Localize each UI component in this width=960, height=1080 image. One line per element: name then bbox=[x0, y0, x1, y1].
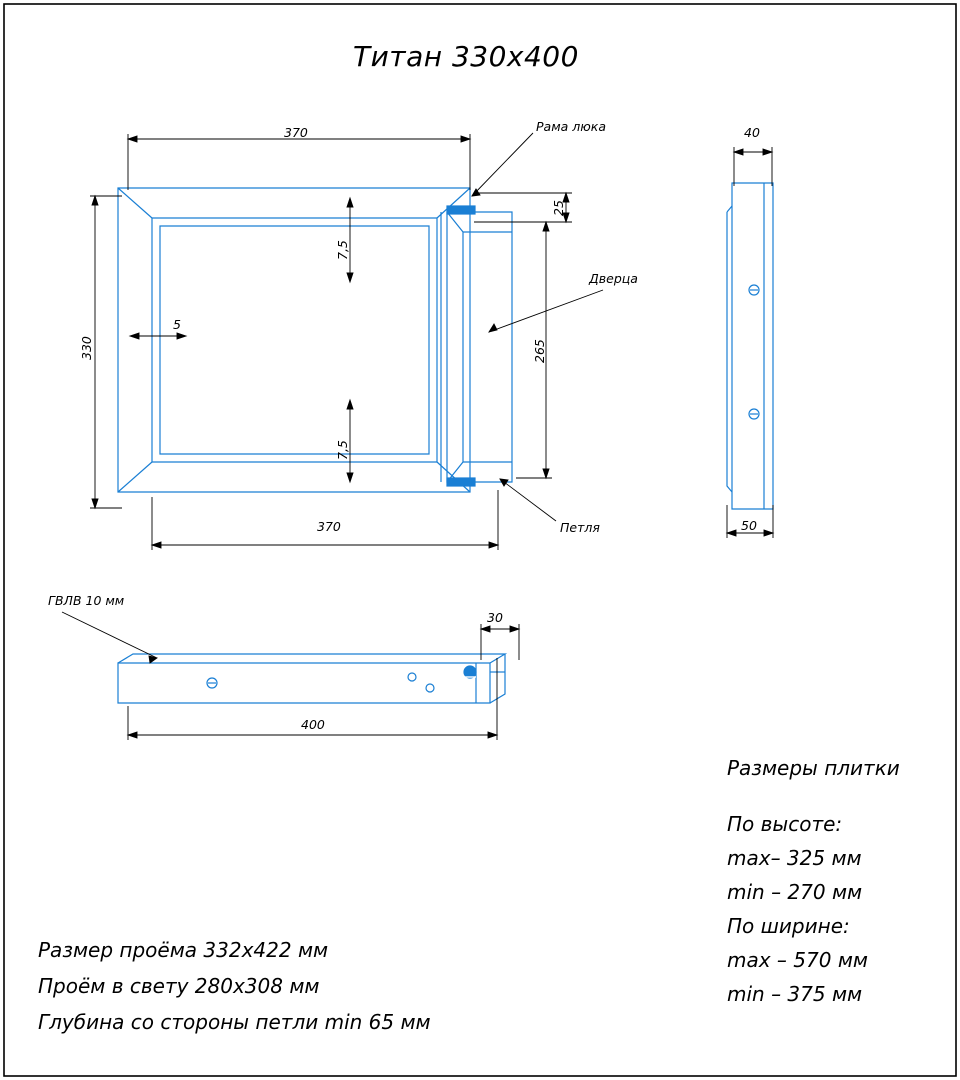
dim-front-height: 330 bbox=[79, 336, 94, 360]
front-view-dimensions bbox=[90, 133, 603, 550]
side-view-dimensions bbox=[727, 147, 773, 538]
dim-door-height: 265 bbox=[532, 339, 547, 363]
tile-height-max: max– 325 мм bbox=[727, 846, 862, 870]
dim-inner-offset: 5 bbox=[173, 317, 181, 332]
dim-section-length: 400 bbox=[301, 717, 325, 732]
dim-side-bottom-depth: 50 bbox=[741, 518, 757, 533]
dim-side-top-depth: 40 bbox=[744, 125, 760, 140]
note-opening-size: Размер проёма 332x422 мм bbox=[38, 938, 329, 962]
dim-top-width: 370 bbox=[284, 125, 308, 140]
side-view-geometry bbox=[727, 183, 773, 509]
callout-hinge: Петля bbox=[560, 520, 600, 535]
callout-frame: Рама люка bbox=[536, 119, 606, 134]
note-clear-opening: Проём в свету 280x308 мм bbox=[38, 974, 320, 998]
section-view-dimensions bbox=[62, 612, 519, 740]
dim-gap-top: 7,5 bbox=[335, 240, 350, 260]
callout-board: ГВЛВ 10 мм bbox=[48, 593, 125, 608]
tile-width-min: min – 375 мм bbox=[727, 982, 863, 1006]
drawing-title: Титан 330x400 bbox=[353, 40, 579, 73]
tile-sizes-heading: Размеры плитки bbox=[727, 756, 900, 780]
section-view-geometry bbox=[118, 654, 505, 703]
dim-section-offset: 30 bbox=[487, 610, 503, 625]
tile-height-label: По высоте: bbox=[727, 812, 843, 836]
tile-width-label: По ширине: bbox=[727, 914, 850, 938]
tile-height-min: min – 270 мм bbox=[727, 880, 863, 904]
tile-width-max: max – 570 мм bbox=[727, 948, 868, 972]
callout-door: Дверца bbox=[589, 271, 638, 286]
note-depth: Глубина со стороны петли min 65 мм bbox=[38, 1010, 431, 1034]
dim-frame-thickness: 25 bbox=[551, 200, 566, 216]
front-view-geometry bbox=[118, 188, 512, 492]
dim-gap-bottom: 7,5 bbox=[335, 440, 350, 460]
dim-bottom-width: 370 bbox=[317, 519, 341, 534]
